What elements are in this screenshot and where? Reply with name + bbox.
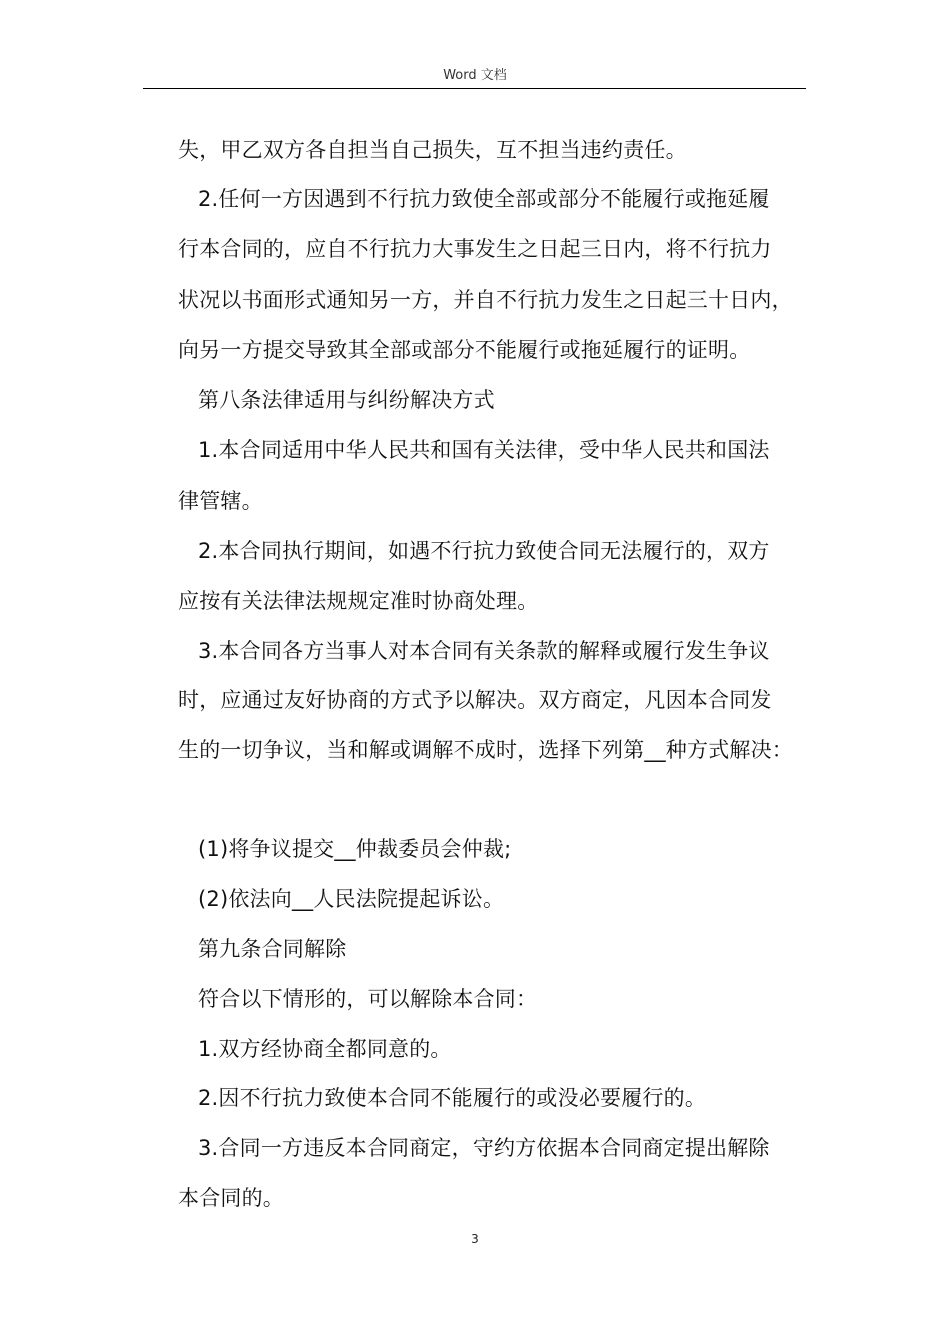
page-number: 3 xyxy=(471,1232,479,1246)
list-item: (2)依法向__人民法院提起诉讼。 xyxy=(198,887,505,911)
text-line: 失，甲乙双方各自担当自己损失，互不担当违约责任。 xyxy=(178,138,687,162)
text-line: 符合以下情形的，可以解除本合同： xyxy=(198,987,538,1011)
text-line: 本合同的。 xyxy=(178,1186,284,1210)
text-line: 律管辖。 xyxy=(178,489,263,513)
section-heading: 第八条法律适用与纠纷解决方式 xyxy=(198,388,495,412)
text-line: 生的一切争议，当和解或调解不成时，选择下列第__种方式解决： xyxy=(178,738,793,762)
text-line: 2.任何一方因遇到不行抗力致使全部或部分不能履行或拖延履 xyxy=(198,187,770,211)
list-item: 1.双方经协商全都同意的。 xyxy=(198,1037,452,1061)
text-line: 时，应通过友好协商的方式予以解决。双方商定，凡因本合同发 xyxy=(178,688,772,712)
list-item: 2.因不行抗力致使本合同不能履行的或没必要履行的。 xyxy=(198,1086,707,1110)
text-line: 1.本合同适用中华人民共和国有关法律，受中华人民共和国法 xyxy=(198,438,770,462)
text-line: 3.本合同各方当事人对本合同有关条款的解释或履行发生争议 xyxy=(198,639,770,663)
header-divider xyxy=(143,88,806,89)
text-line: 2.本合同执行期间，如遇不行抗力致使合同无法履行的，双方 xyxy=(198,539,770,563)
list-item: 3.合同一方违反本合同商定，守约方依据本合同商定提出解除 xyxy=(198,1136,770,1160)
text-line: 应按有关法律法规规定准时协商处理。 xyxy=(178,589,539,613)
text-line: 状况以书面形式通知另一方，并自不行抗力发生之日起三十日内， xyxy=(178,288,793,312)
section-heading: 第九条合同解除 xyxy=(198,937,347,961)
text-line: 向另一方提交导致其全部或部分不能履行或拖延履行的证明。 xyxy=(178,338,751,362)
document-header-title: Word 文档 xyxy=(443,68,507,83)
text-line: 行本合同的，应自不行抗力大事发生之日起三日内，将不行抗力 xyxy=(178,237,772,261)
list-item: (1)将争议提交__仲裁委员会仲裁; xyxy=(198,837,512,861)
